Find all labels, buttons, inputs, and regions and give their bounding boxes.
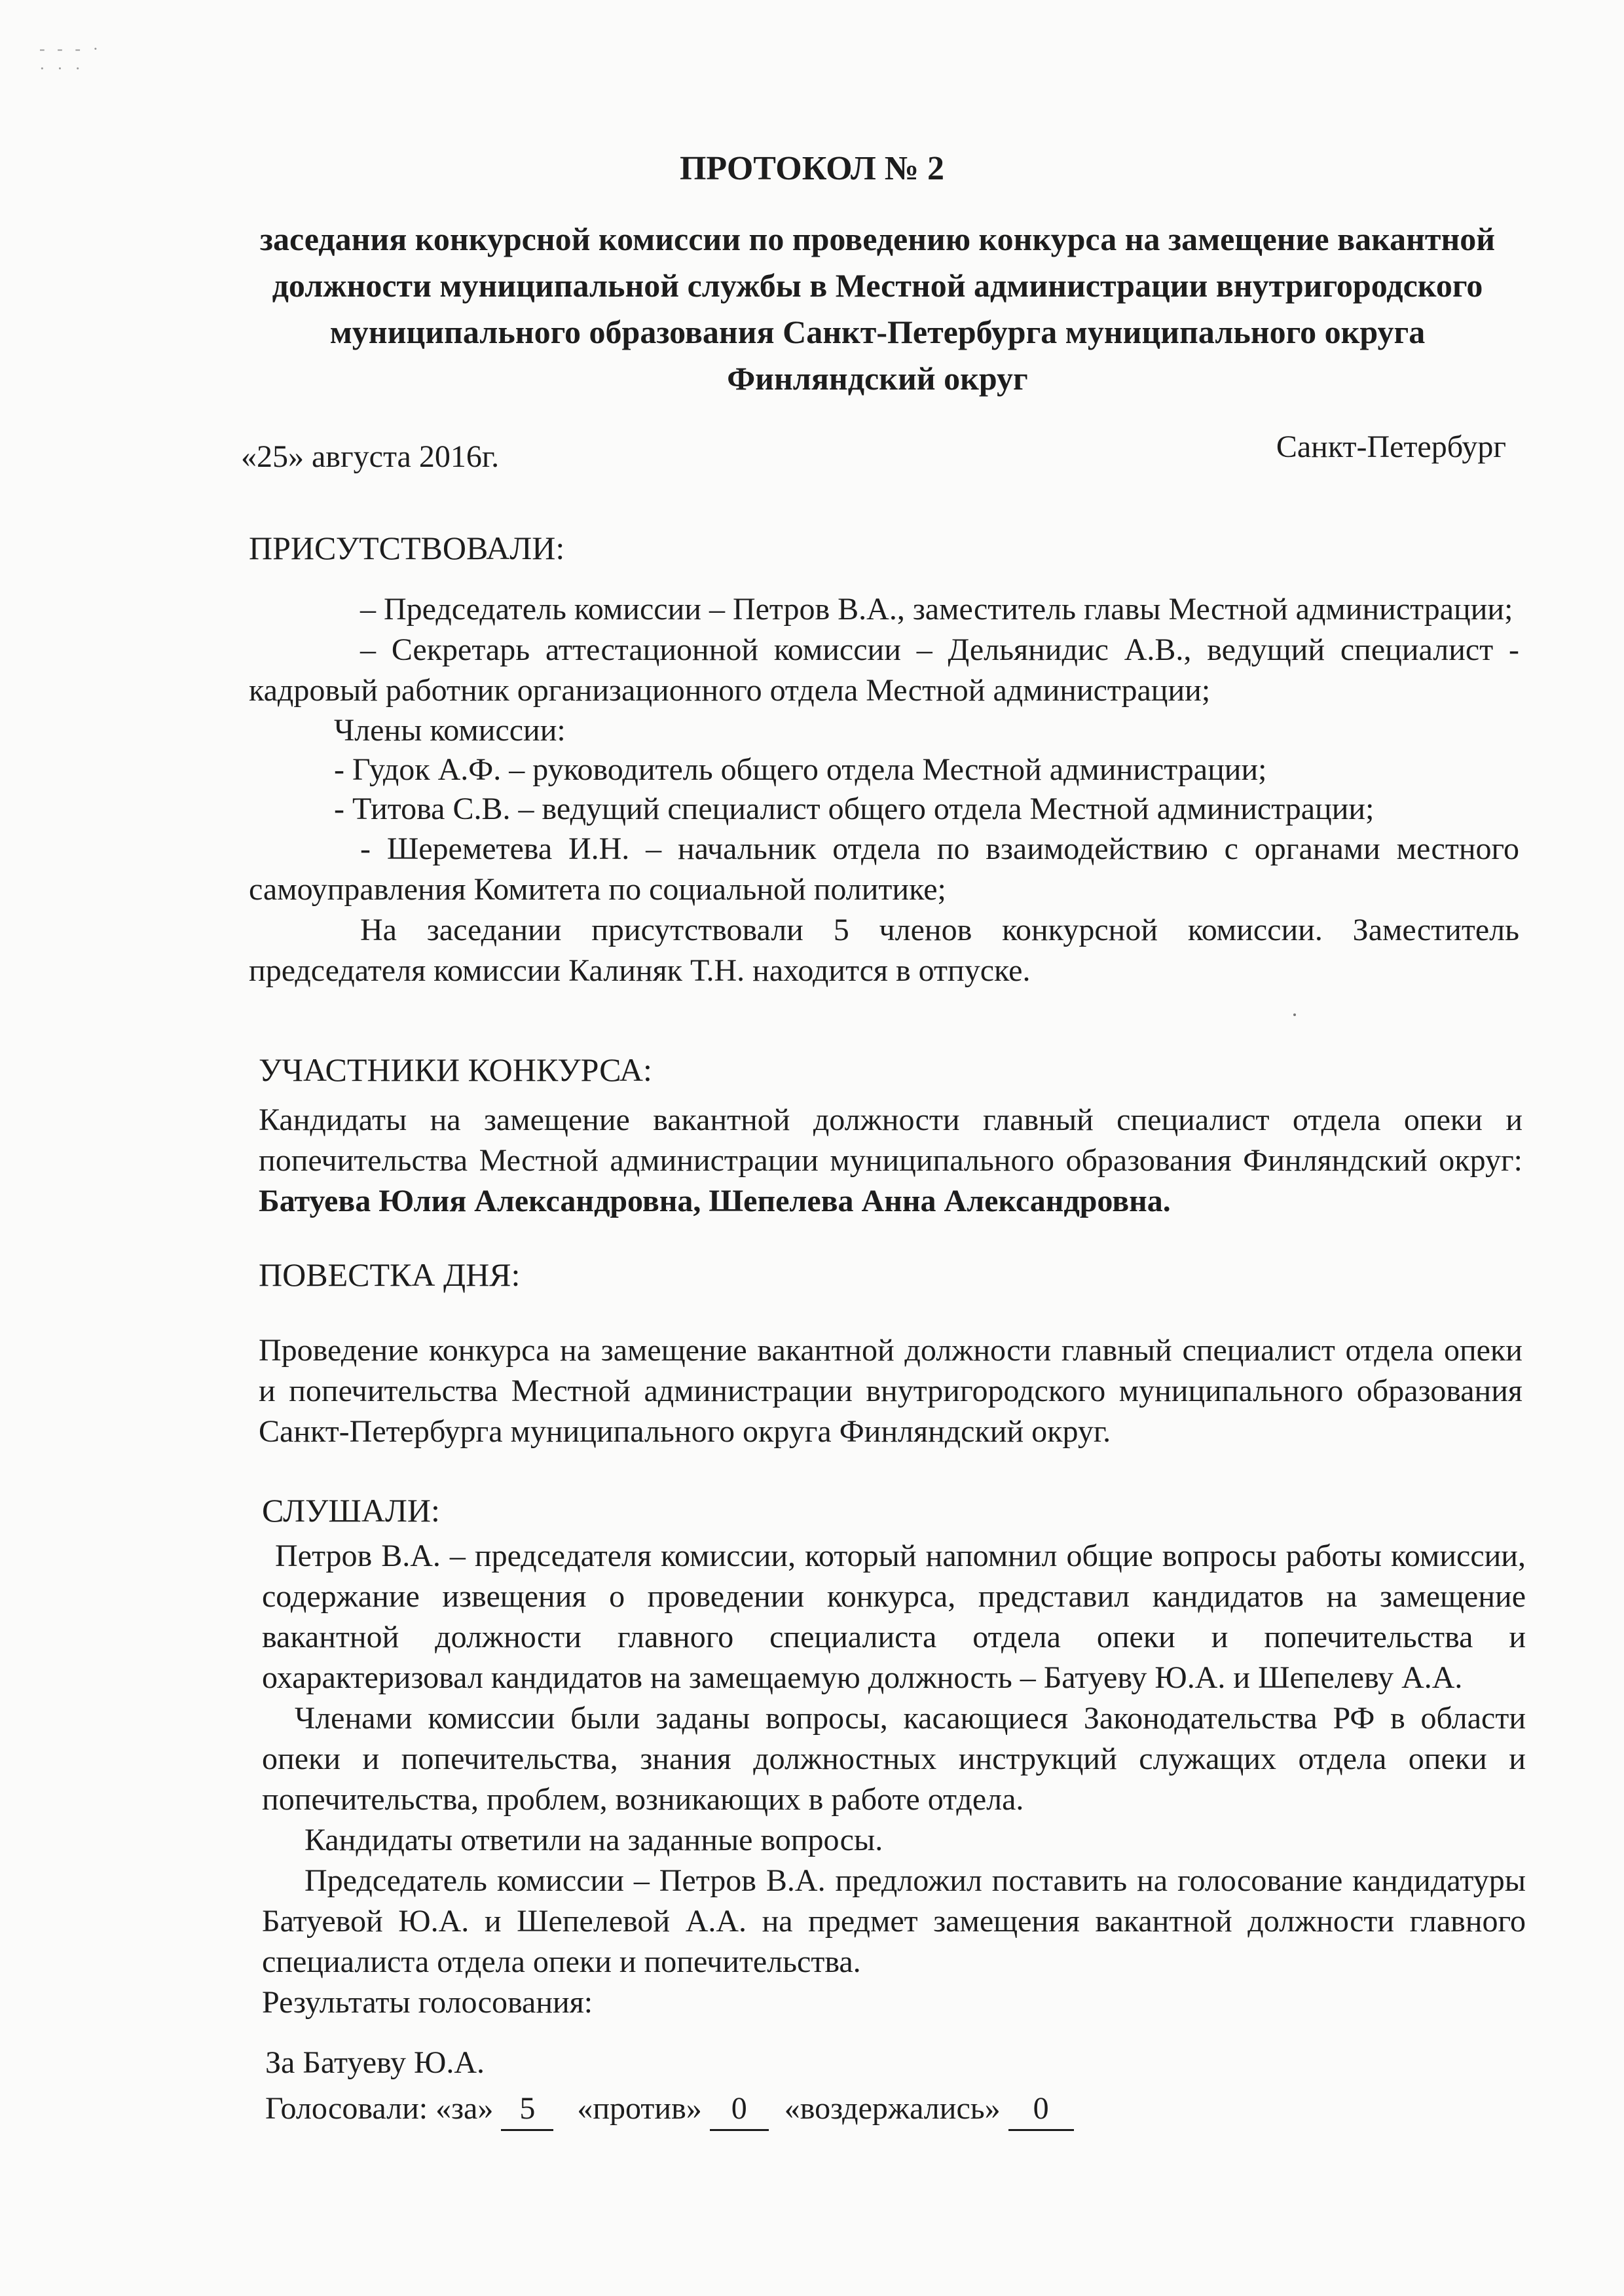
vote-against-value: 0: [710, 2088, 769, 2131]
subtitle-line: должности муниципальной службы в Местной администрации внутригородского: [272, 267, 1483, 304]
vote-abstain-value: 0: [1008, 2088, 1074, 2131]
vote-candidate: За Батуеву Ю.А.: [265, 2045, 485, 2080]
candidate-names: Батуева Юлия Александровна, Шепелева Анна Александровна.: [259, 1184, 1171, 1218]
secretary-entry: – Секретарь аттестационной комиссии – Дельянидис А.В., ведущий специалист - кадровый работник организационного отдела Местной администрации;: [249, 632, 1519, 708]
heard-section: [262, 1536, 1526, 2023]
subtitle-line: заседания конкурсной комиссии по проведению конкурса на замещение вакантной: [259, 221, 1496, 257]
vote-for-value: 5: [501, 2088, 553, 2131]
chairman-entry: – Председатель комиссии – Петров В.А., заместитель главы Местной администрации;: [360, 592, 1513, 627]
attendees-list: [249, 589, 1519, 991]
member-entry: - Шереметева И.Н. – начальник отдела по взаимодействию с органами местного самоуправления Комитета по социальной политике;: [249, 831, 1519, 907]
meeting-date: «25» августа 2016г.: [241, 439, 500, 474]
subtitle-line: муниципального образования Санкт-Петербурга муниципального округа: [329, 314, 1426, 350]
scan-artifact: - - - · · · ·: [39, 39, 103, 78]
vote-abstain-label: «воздержались»: [784, 2091, 1001, 2126]
heard-paragraph: Членами комиссии были заданы вопросы, касающиеся Законодательства РФ в области опеки и попечительства, знания должностных инструкций служащих отдела опеки и попечительства, проблем, возникающих в работе отдела.: [262, 1701, 1526, 1817]
subtitle-line: Финляндский округ: [727, 360, 1028, 397]
heard-paragraph: Кандидаты ответили на заданные вопросы.: [304, 1823, 883, 1857]
participants-heading: УЧАСТНИКИ КОНКУРСА:: [259, 1051, 652, 1088]
heard-paragraph: Петров В.А. – председателя комиссии, который напомнил общие вопросы работы комиссии, содержание извещения о проведении конкурса, представил кандидатов на замещение вакантной должности главного специалиста отдела опеки и попечительства и охарактеризовал кандидатов на замещаемую должность – Батуеву Ю.А. и Шепелеву А.А.: [262, 1539, 1526, 1695]
agenda-heading: ПОВЕСТКА ДНЯ:: [259, 1256, 521, 1293]
agenda-text: Проведение конкурса на замещение вакантной должности главный специалист отдела опеки и попечительства Местной администрации внутригородского муниципального образования Санкт-Петербурга муниципального округа Финляндский округ.: [259, 1333, 1522, 1449]
participants-text: [259, 1100, 1522, 1222]
protocol-subtitle: [236, 216, 1519, 402]
vote-prefix: Голосовали: «за»: [265, 2091, 494, 2126]
heard-paragraph: Председатель комиссии – Петров В.А. предложил поставить на голосование кандидатуры Батуевой Ю.А. и Шепелевой А.А. на предмет замещения вакантной должности главного специалиста отдела опеки и попечительства.: [262, 1863, 1526, 1979]
member-entry: - Гудок А.Ф. – руководитель общего отдела Местной администрации;: [334, 752, 1267, 787]
heard-heading: СЛУШАЛИ:: [262, 1492, 440, 1529]
voting-results-label: Результаты голосования:: [262, 1985, 593, 2020]
member-entry: - Титова С.В. – ведущий специалист общего отдела Местной администрации;: [334, 792, 1375, 826]
vote-against-label: «против»: [577, 2091, 702, 2126]
members-label: Члены комиссии:: [334, 713, 566, 748]
vote-line: [265, 2088, 1074, 2131]
participants-description: Кандидаты на замещение вакантной должности главный специалист отдела опеки и попечительства Местной администрации муниципального образования Финляндский округ:: [259, 1102, 1522, 1178]
protocol-title: ПРОТОКОЛ № 2: [679, 150, 945, 187]
quorum-note: На заседании присутствовали 5 членов конкурсной комиссии. Заместитель председателя комиссии Калиняк Т.Н. находится в отпуске.: [249, 913, 1519, 988]
meeting-city: Санкт-Петербург: [1276, 429, 1506, 464]
attendees-heading: ПРИСУТСТВОВАЛИ:: [249, 530, 565, 566]
scan-speck: [1293, 1013, 1296, 1016]
